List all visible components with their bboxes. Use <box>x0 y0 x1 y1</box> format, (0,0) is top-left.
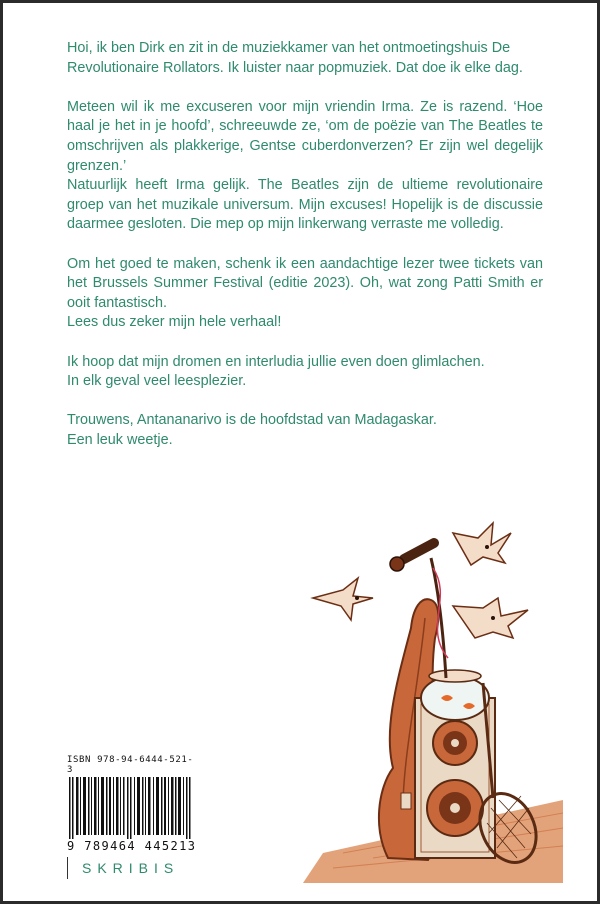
fishbowl-icon <box>421 670 489 720</box>
isbn-digits: 9 789464 445213 <box>67 839 197 853</box>
paragraph-4 <box>67 353 543 392</box>
music-illustration <box>303 508 563 883</box>
paragraph-line: Lees dus zeker mijn hele verhaal! <box>67 314 282 331</box>
paragraph-2 <box>67 98 543 235</box>
paragraph-line: Meteen wil ik me excuseren voor mijn vriendin Irma. Ze is razend. ‘Hoe haal je het in je hoofd’, schreeuwde ze, ‘om de poëzie van The Beatles te omschrijven als plakkerige, Gentse cuberdonverzen? Er zijn wel degelijk grenzen.’ <box>67 98 543 174</box>
bird-icon <box>453 523 511 565</box>
paragraph-line: Natuurlijk heeft Irma gelijk. The Beatles zijn de ultieme revolutionaire groep van het muzikale universum. Mijn excuses! Hopelijk is de discussie daarmee gesloten. Die mep op mijn linkerwang verraste me volledig. <box>67 177 543 233</box>
paragraph-line: Hoi, ik ben Dirk en zit in de muziekkamer van het ontmoetingshuis De Revolutionaire Rollators. Ik luister naar popmuziek. Dat doe ik elke dag. <box>67 40 523 76</box>
paragraph-line: Trouwens, Antananarivo is de hoofdstad van Madagaskar. <box>67 412 437 429</box>
barcode-bars-icon <box>67 777 197 839</box>
isbn-label: ISBN 978-94-6444-521-3 <box>67 755 194 775</box>
bird-icon <box>453 598 528 638</box>
publisher-logo: SKRIBIS <box>67 857 179 879</box>
barcode <box>67 755 197 853</box>
paragraph-1 <box>67 39 543 78</box>
paragraph-line: In elk geval veel leesplezier. <box>67 373 247 390</box>
paragraph-line: Om het goed te maken, schenk ik een aandachtige lezer twee tickets van het Brussels Summer Festival (editie 2023). Oh, wat zong Patti Smith er ooit fantastisch. <box>67 255 543 311</box>
paragraph-line: Ik hoop dat mijn dromen en interludia jullie even doen glimlachen. <box>67 353 485 370</box>
blurb-text <box>67 39 543 470</box>
paragraph-5 <box>67 411 543 450</box>
paragraph-3 <box>67 255 543 333</box>
paragraph-line: Een leuk weetje. <box>67 431 173 448</box>
bird-icon <box>313 578 373 620</box>
